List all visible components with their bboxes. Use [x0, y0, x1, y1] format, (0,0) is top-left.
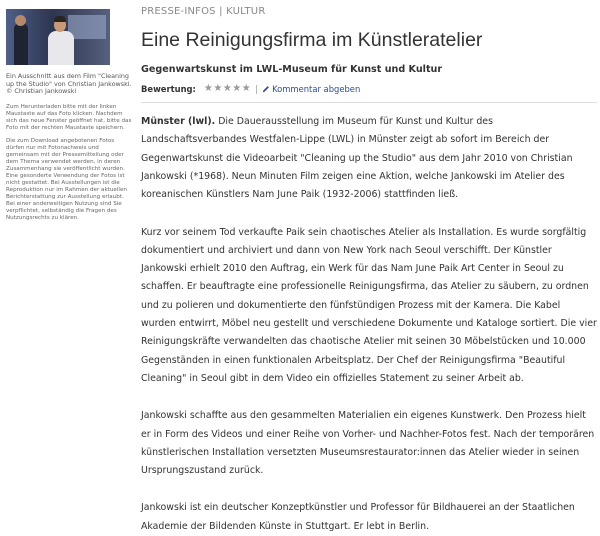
thumbnail-figure-left — [14, 23, 28, 65]
star-icon[interactable]: ★ — [213, 83, 223, 95]
thumbnail-figure-left-head — [15, 15, 26, 26]
page-subtitle: Gegenwartskunst im LWL-Museum für Kunst und Kultur — [141, 64, 443, 76]
dateline: Münster (lwl). — [141, 116, 216, 128]
comment-link[interactable] — [262, 84, 360, 94]
star-icon[interactable]: ★ — [222, 83, 232, 95]
breadcrumb-separator: | — [219, 6, 223, 17]
article-paragraph-1 — [141, 113, 597, 204]
star-icon[interactable]: ★ — [203, 83, 213, 95]
download-note: Zum Herunterladen bitte mit der linken Maustaste auf das Foto klicken. Nachdem sich das neue Fenster geöffnet hat, bitte das Foto mit der rechten Maustaste speichern. — [6, 103, 132, 131]
rating-divider — [141, 102, 597, 103]
image-caption: Ein Ausschnitt aus dem Film "Cleaning up the Studio" von Christian Jankowski. © Christian Jankowski — [6, 72, 132, 96]
article-paragraph-4: Jankowski ist ein deutscher Konzeptkünstler und Professor für Bildhauerei an der Staatlichen Akademie der Bildenden Künste in Stuttgart. Er lebt in Berlin. — [141, 502, 575, 532]
sidebar — [6, 9, 132, 222]
rating-label: Bewertung: — [141, 84, 196, 95]
breadcrumb-kultur[interactable]: KULTUR — [226, 6, 266, 17]
thumbnail-person-body — [48, 31, 74, 65]
star-icon[interactable]: ★ — [241, 83, 251, 95]
article-paragraph-2: Kurz vor seinem Tod verkaufte Paik sein chaotisches Atelier als Installation. Es wurde sorgfältig dokumentiert und archiviert und dann von New York nach Seoul verschifft. Der Künstler Jankowski erhielt 2010 den Auftrag, ein Werk für das Nam June Paik Art Center in Seoul zu schaffen. Er beauftragte eine professionelle Reinigungsfirma, das Atelier zu säubern, zu ordnen und zu polieren und dokumentierte den fünfstündigen Prozess mit der Kamera. Die Kabel wurden entwirrt, Möbel neu gestellt und verschiedene Dokumente und Kataloge sortiert. Die vier Reinigungskräfte verwandelten das chaotische Atelier mit seinen 30 Möbelstücken und 10.000 Gegenständen in einen funktionalen Arbeitsplatz. Der Chef der Reinigungsfirma "Beautiful Cleaning" in Seoul gibt in dem Video ein offizielles Statement zu seiner Arbeit ab. — [141, 226, 597, 384]
article-body — [141, 113, 597, 536]
article-main — [141, 6, 597, 536]
thumbnail-person-hair — [54, 16, 66, 22]
rating-row — [141, 83, 597, 95]
paragraph-1-text: Die Dauerausstellung im Museum für Kunst und Kultur des Landschaftsverbandes Westfalen-Lippe (LWL) in Münster zeigt ab sofort im Bereich der Gegenwartskunst die Videoarbeit "Cleaning up the Studio" aus dem Jahr 2010 von Christian Jankowski (*1968). Neun Minuten Film zeigen eine Aktion, welche Jankowski im Atelier des koreanischen Künstlers Nam June Paik (1932-2006) stattfinden ließ. — [141, 116, 573, 201]
rating-separator: | — [255, 84, 259, 95]
press-photo-thumbnail[interactable] — [6, 9, 110, 65]
thumbnail-screen — [68, 15, 106, 39]
comment-link-label: Kommentar abgeben — [272, 84, 361, 95]
rating-stars — [204, 84, 251, 94]
breadcrumb-presse-infos[interactable]: PRESSE-INFOS — [141, 6, 216, 17]
pencil-icon — [262, 85, 270, 93]
breadcrumb — [141, 6, 597, 20]
article-paragraph-3: Jankowski schaffte aus den gesammelten Materialien ein eigenes Kunstwerk. Den Prozess hielt er in Form des Videos und einer Reihe von Vorher- und Nachher-Fotos fest. Nach der temporären künstlerischen Installation versetzten Museumsrestaurator:innen das Atelier wieder in seinen Ursprungszustand zurück. — [141, 410, 595, 477]
star-icon[interactable]: ★ — [232, 83, 242, 95]
usage-rights-note: Die zum Download angebotenen Fotos dürfen nur mit Fotonachweis und gemeinsam mit der Pressemitteilung oder dem Thema verwendet werden, in deren Zusammenhang sie veröffentlicht wurden. Eine gesonderte Verwendung der Fotos ist nicht gestattet. Bei Ausstellungen ist die Reproduktion nur im Rahmen der aktuellen Berichterstattung zur Ausstellung erlaubt. Bei einer anderweitigen Nutzung sind Sie verpflichtet, selbständig die Fragen des Nutzungsrechts zu klären. — [6, 137, 127, 221]
page-title: Eine Reinigungsfirma im Künstleratelier — [141, 29, 483, 51]
